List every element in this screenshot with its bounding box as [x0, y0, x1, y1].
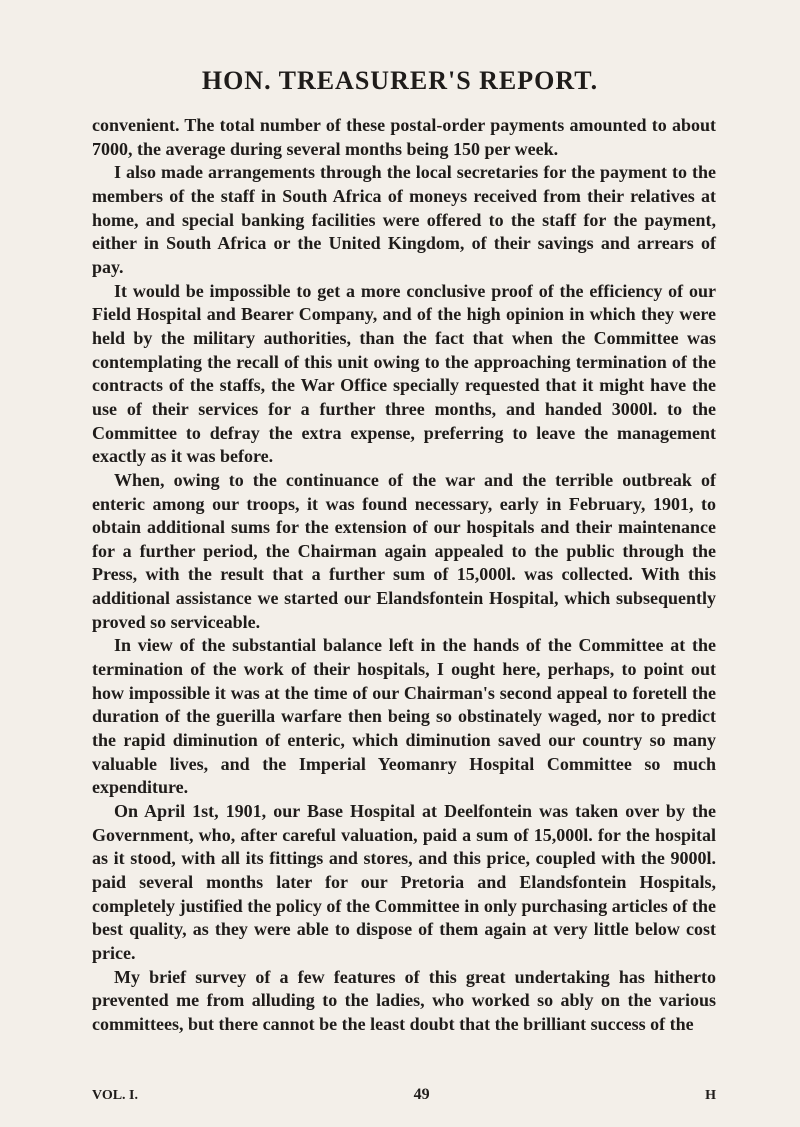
signature-mark: H: [705, 1088, 716, 1103]
page-footer: [92, 1086, 716, 1104]
paragraph: convenient. The total number of these postal-order payments amounted to about 7000, the average during several months being 150 per week.: [92, 115, 716, 159]
volume-label: VOL. I.: [92, 1088, 139, 1103]
page-number: 49: [413, 1086, 430, 1103]
page-title: HON. TREASURER'S REPORT.: [201, 66, 599, 95]
paragraph: In view of the substantial balance left in the hands of the Committee at the termination of the work of their hospitals, I ought here, perhaps, to point out how impossible it was at the time of our Chairman's second appeal to foretell the duration of the guerilla warfare then being so obstinately waged, nor to predict the rapid diminution of enteric, which diminution saved our country so many valuable lives, and the Imperial Yeomanry Hospital Committee so much expenditure.: [92, 635, 716, 798]
paragraph: It would be impossible to get a more conclusive proof of the efficiency of our Field Hospital and Bearer Company, and of the high opinion in which they were held by the military authorities, than the fact that when the Committee was contemplating the recall of this unit owing to the approaching termination of the contracts of the staffs, the War Office specially requested that it might have the use of their services for a further three months, and handed 3000l. to the Committee to defray the extra expense, preferring to leave the management exactly as it was before.: [92, 280, 716, 467]
report-body: [92, 114, 716, 1037]
paragraph: On April 1st, 1901, our Base Hospital at Deelfontein was taken over by the Government, who, after careful valuation, paid a sum of 15,000l. for the hospital as it stood, with all its fittings and stores, and this price, coupled with the 9000l. paid several months later for our Pretoria and Elandsfontein Hospitals, completely justified the policy of the Committee in only purchasing articles of the best quality, as they were able to dispose of them again at very little below cost price.: [92, 801, 716, 963]
paragraph: When, owing to the continuance of the war and the terrible outbreak of enteric among our troops, it was found necessary, early in February, 1901, to obtain additional sums for the extension of our hospitals and their maintenance for a further period, the Chairman again appealed to the public through the Press, with the result that a further sum of 15,000l. was collected. With this additional assistance we started our Elandsfontein Hospital, which subsequently proved so serviceable.: [92, 469, 716, 632]
paragraph: I also made arrangements through the local secretaries for the payment to the members of the staff in South Africa of moneys received from their relatives at home, and special banking facilities were offered to the staff for the payment, either in South Africa or the United Kingdom, of their savings and arrears of pay.: [92, 162, 716, 277]
paragraph: My brief survey of a few features of this great undertaking has hitherto prevented me from alluding to the ladies, who worked so ably on the various committees, but there cannot be the least doubt that the brilliant success of the: [92, 966, 716, 1034]
